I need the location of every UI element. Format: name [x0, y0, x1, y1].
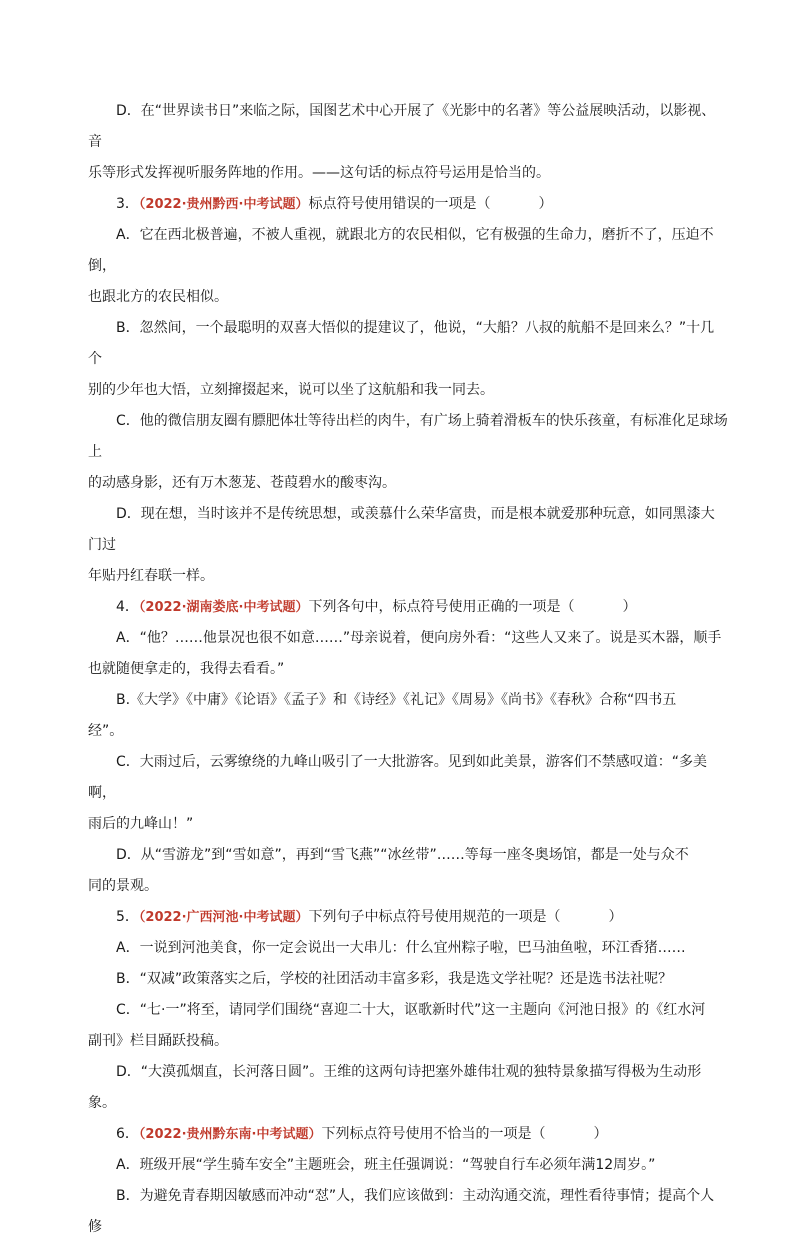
question-bracket-close: ）	[593, 1126, 608, 1142]
answer-option	[88, 623, 728, 685]
option-line: 也跟北方的农民相似。	[88, 289, 228, 305]
answer-option	[88, 685, 728, 747]
option-line: 年贴丹红春联一样。	[88, 568, 214, 584]
option-line: A．班级开展“学生骑车安全”主题班会，班主任强调说：“驾驶自行车必须年满12周岁。”	[116, 1157, 656, 1173]
question-number: 3．	[116, 196, 139, 212]
answer-option	[88, 840, 728, 902]
answer-option	[88, 406, 728, 499]
option-line: C．大雨过后，云雾缭绕的九峰山吸引了一大批游客。见到如此美景，游客们不禁感叹道：“多美啊，	[88, 754, 708, 801]
option-line: D．在“世界读书日”来临之际，国图艺术中心开展了《光影中的名著》等公益展映活动，以影视、音	[88, 103, 716, 150]
answer-option	[88, 1150, 728, 1181]
option-line: A．“他？……他景况也很不如意……”母亲说着，便向房外看：“这些人又来了。说是买木器，顺手	[116, 630, 722, 646]
option-line: A．一说到河池美食，你一定会说出一大串儿：什么宜州粽子啦，巴马油鱼啦，环江香猪……	[116, 940, 686, 956]
option-line: C．“七·一”将至，请同学们围绕“喜迎二十大，讴歌新时代”这一主题向《河池日报》的《红水河	[116, 1002, 706, 1018]
option-line: D．现在想，当时该并不是传统思想，或羡慕什么荣华富贵，而是根本就爱那种玩意，如同黑漆大门过	[88, 506, 715, 553]
document-page	[88, 96, 728, 1243]
option-line: D．“大漠孤烟直，长河落日圆”。王维的这两句诗把塞外雄伟壮观的独特景象描写得极为生动形象。	[88, 1064, 702, 1111]
option-line: B.《大学》《中庸》《论语》《孟子》和《诗经》《礼记》《周易》《尚书》《春秋》合称“四书五	[116, 692, 677, 708]
answer-option	[88, 1057, 728, 1119]
option-line: 别的少年也大悟，立刻撺掇起来，说可以坐了这航船和我一同去。	[88, 382, 494, 398]
answer-option	[88, 220, 728, 313]
question-number: 5．	[116, 909, 139, 925]
answer-option	[88, 96, 728, 189]
option-line: B．忽然间，一个最聪明的双喜大悟似的提建议了，他说，“大船？八叔的航船不是回来么？”十几个	[88, 320, 715, 367]
question-source: （2022·贵州黔西·中考试题）	[138, 197, 309, 212]
answer-option	[88, 964, 728, 995]
question-source: （2022·广西河池·中考试题）	[138, 910, 309, 925]
answer-option	[88, 747, 728, 840]
answer-option	[88, 313, 728, 406]
question-source: （2022·贵州黔东南·中考试题）	[138, 1127, 322, 1142]
question-text: 下列句子中标点符号使用规范的一项是（	[308, 909, 561, 925]
answer-option	[88, 995, 728, 1057]
question-number: 6．	[116, 1126, 139, 1142]
option-line: 也就随便拿走的，我得去看看。”	[88, 661, 285, 677]
option-line: 同的景观。	[88, 878, 158, 894]
answer-option	[88, 499, 728, 592]
question-number: 4．	[116, 599, 139, 615]
question-stem	[88, 189, 728, 220]
option-line: 经”。	[88, 723, 124, 739]
question-stem	[88, 592, 728, 623]
option-line: 乐等形式发挥视听服务阵地的作用。——这句话的标点符号运用是恰当的。	[88, 165, 550, 181]
question-stem	[88, 902, 728, 933]
option-line: 雨后的九峰山！”	[88, 816, 194, 832]
option-line: 的动感身影，还有万木葱茏、苍葭碧水的酸枣沟。	[88, 475, 396, 491]
question-text: 下列各句中，标点符号使用正确的一项是（	[308, 599, 575, 615]
question-text: 下列标点符号使用不恰当的一项是（	[321, 1126, 546, 1142]
option-line: A．它在西北极普遍，不被人重视，就跟北方的农民相似，它有极强的生命力，磨折不了，压迫不倒，	[88, 227, 714, 274]
answer-option	[88, 933, 728, 964]
option-line: C．他的微信朋友圈有膘肥体壮等待出栏的肉牛，有广场上骑着滑板车的快乐孩童，有标准化足球场上	[88, 413, 728, 460]
question-stem	[88, 1119, 728, 1150]
question-source: （2022·湖南娄底·中考试题）	[138, 600, 309, 615]
question-bracket-close: ）	[538, 196, 553, 212]
option-line: D．从“雪游龙”到“雪如意”，再到“雪飞燕”“冰丝带”……等每一座冬奥场馆，都是一处与众不	[116, 847, 689, 863]
option-line: B．为避免青春期因敏感而冲动“怼”人，我们应该做到：主动沟通交流，理性看待事情；提高个人修	[88, 1188, 715, 1235]
option-line: B．“双减”政策落实之后，学校的社团活动丰富多彩，我是选文学社呢？还是选书法社呢？	[116, 971, 673, 987]
option-line: 副刊》栏目踊跃投稿。	[88, 1033, 228, 1049]
question-text: 标点符号使用错误的一项是（	[308, 196, 491, 212]
question-bracket-close: ）	[608, 909, 623, 925]
question-bracket-close: ）	[622, 599, 637, 615]
answer-option	[88, 1181, 728, 1243]
